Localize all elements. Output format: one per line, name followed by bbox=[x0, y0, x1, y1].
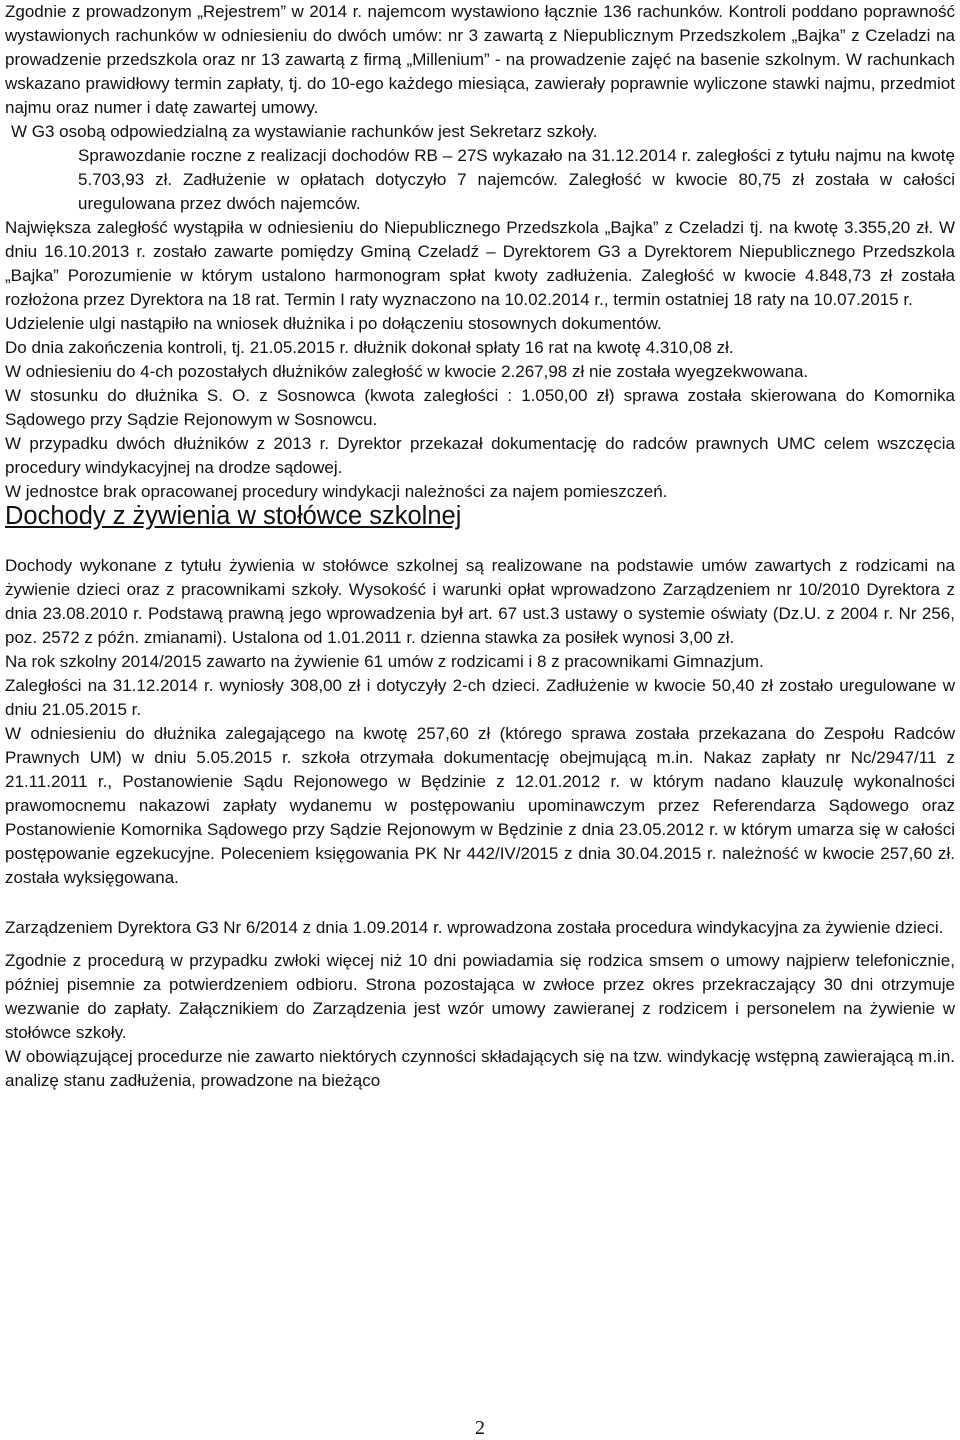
paragraph-invoices: Zgodnie z prowadzonym „Rejestrem” w 2014 r. najemcom wystawiono łącznie 136 rachunków. Kontroli poddano poprawność wystawionych rachunków w odniesieniu do dwóch umów: nr 3 zawartą z Niepublicznym Przedszkolem „Bajka” z Czeladzi na prowadzenie przedszkola oraz nr 13 zawartą z firmą „Millenium” - na prowadzenie zajęć na basenie szkolnym. W rachunkach wskazano prawidłowy termin zapłaty, tj. do 10-ego każdego miesiąca, zawierały poprawnie wyliczone stawki najmu, przedmiot najmu oraz numer i datę zawartej umowy. bbox=[5, 2, 955, 117]
paragraph-repayment: Do dnia zakończenia kontroli, tj. 21.05.2015 r. dłużnik dokonał spłaty 16 rat na kwotę 4.310,08 zł. bbox=[5, 338, 734, 357]
paragraph-debtor-case: W odniesieniu do dłużnika zalegającego na kwotę 257,60 zł (którego sprawa została przekazana do Zespołu Radców Prawnych UM) w dniu 5.05.2015 r. szkoła otrzymała dokumentację obejmującą m.in. Nakaz zapłaty nr Nc/2947/11 z 21.11.2011 r., Postanowienie Sądu Rejonowego w Będzinie z 12.01.2012 r. w którym nadano klauzulę wykonalności prawomocnemu nakazowi zapłaty wydanemu w postępowaniu upominawczym przez Referendarza Sądowego oraz Postanowienie Komornika Sądowego przy Sądzie Rejonowym w Będzinie z dnia 23.05.2012 r. w którym umarza się w całości postępowanie egzekucyjne. Poleceniem księgowania PK Nr 442/IV/2015 z dnia 30.04.2015 r. należność w kwocie 257,60 zł. została wyksięgowana. bbox=[5, 724, 955, 887]
paragraph-relief: Udzielenie ulgi nastąpiło na wniosek dłużnika i po dołączeniu stosownych dokumentów. bbox=[5, 314, 662, 333]
paragraph-legal-counsel: W przypadku dwóch dłużników z 2013 r. Dyrektor przekazał dokumentację do radców prawnych UMC celem wszczęcia procedury windykacyjnej na drodze sądowej. bbox=[5, 434, 955, 477]
paragraph-largest-arrears: Największa zaległość wystąpiła w odniesieniu do Niepublicznego Przedszkola „Bajka” z Czeladzi tj. na kwotę 3.355,20 zł. W dniu 16.10.2013 r. zostało zawarte pomiędzy Gminą Czeladź – Dyrektorem G3 a Dyrektorem Niepublicznego Przedszkola „Bajka” Porozumienie w którym ustalono harmonogram spłat kwoty zadłużenia. Zaległość w kwocie 4.848,73 zł została rozłożona przez Dyrektora na 18 rat. Termin I raty wyznaczono na 10.02.2014 r., termin ostatniej 18 raty na 10.07.2015 r. bbox=[5, 218, 955, 309]
paragraph-procedure: Zgodnie z procedurą w przypadku zwłoki więcej niż 10 dni powiadamia się rodzica smsem o umowy najpierw telefonicznie, później pisemnie za potwierdzeniem odbioru. Strona pozostająca w zwłoce przez okres przekraczający 30 dni otrzymuje wezwanie do zapłaty. Załącznikiem do Zarządzenia jest wzór umowy zawieranej z rodzicem i personelem na żywienie w stołówce szkoły. bbox=[5, 951, 955, 1042]
page-number: 2 bbox=[475, 1417, 485, 1439]
paragraph-contracts: Na rok szkolny 2014/2015 zawarto na żywienie 61 umów z rodzicami i 8 z pracownikami Gimnazjum. bbox=[5, 652, 764, 671]
paragraph-annual-report: Sprawozdanie roczne z realizacji dochodów RB – 27S wykazało na 31.12.2014 r. zaległości z tytułu najmu na kwotę 5.703,93 zł. Zadłużenie w opłatach dotyczyło 7 najemców. Zaległość w kwocie 80,75 zł została w całości uregulowana przez dwóch najemców. bbox=[78, 146, 955, 213]
paragraph-directive: Zarządzeniem Dyrektora G3 Nr 6/2014 z dnia 1.09.2014 r. wprowadzona została procedura windykacyjna za żywienie dzieci. bbox=[5, 918, 944, 937]
paragraph-canteen-income: Dochody wykonane z tytułu żywienia w stołówce szkolnej są realizowane na podstawie umów zawartych z rodzicami na żywienie dzieci oraz z pracownikami szkoły. Wysokość i warunki opłat wprowadzono Zarządzeniem nr 10/2010 Dyrektora z dnia 23.08.2010 r. Podstawą prawną jego wprowadzenia był art. 67 ust.3 ustawy o systemie oświaty (Dz.U. z 2004 r. Nr 256, poz. 2572 z późn. zmianami). Ustalona od 1.01.2011 r. dzienna stawka za posiłek wynosi 3,00 zł. bbox=[5, 556, 955, 647]
section-heading: Dochody z żywienia w stołówce szkolnej bbox=[5, 502, 462, 530]
document-page bbox=[5, 0, 955, 1093]
paragraph-canteen-arrears: Zaległości na 31.12.2014 r. wyniosły 308,00 zł i dotyczyły 2-ch dzieci. Zadłużenie w kwocie 50,40 zł zostało uregulowane w dniu 21.05.2015 r. bbox=[5, 676, 955, 719]
paragraph-missing-steps: W obowiązującej procedurze nie zawarto niektórych czynności składających się na tzw. windykację wstępną zawierającą m.in. analizę stanu zadłużenia, prowadzone na bieżąco bbox=[5, 1047, 955, 1090]
paragraph-no-procedure: W jednostce brak opracowanej procedury windykacji należności za najem pomieszczeń. bbox=[5, 482, 668, 501]
paragraph-responsible-person: W G3 osobą odpowiedzialną za wystawianie rachunków jest Sekretarz szkoły. bbox=[11, 122, 598, 141]
paragraph-other-debtors: W odniesieniu do 4-ch pozostałych dłużników zaległość w kwocie 2.267,98 zł nie została wyegzekwowana. bbox=[5, 362, 809, 381]
paragraph-bailiff: W stosunku do dłużnika S. O. z Sosnowca (kwota zaległości : 1.050,00 zł) sprawa została skierowana do Komornika Sądowego przy Sądzie Rejonowym w Sosnowcu. bbox=[5, 386, 955, 429]
